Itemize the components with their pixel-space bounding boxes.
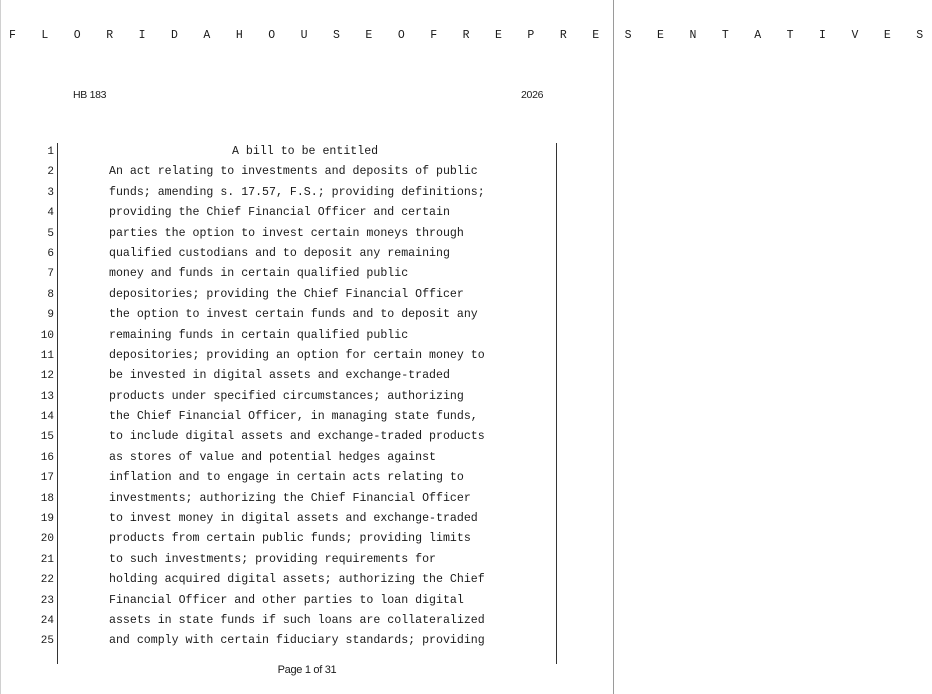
line-text: remaining funds in certain qualified public — [109, 328, 409, 342]
line-number: 12 — [40, 370, 54, 383]
bill-line — [0, 326, 614, 346]
bill-line — [0, 387, 614, 407]
line-text: as stores of value and potential hedges against — [109, 450, 436, 464]
line-text: depositories; providing the Chief Financial Officer — [109, 287, 464, 301]
line-number: 21 — [40, 553, 54, 566]
line-text: and comply with certain fiduciary standards; providing — [109, 634, 485, 648]
line-number: 1 — [47, 146, 54, 158]
bill-line — [0, 611, 614, 631]
bill-line — [0, 448, 614, 468]
line-number: 7 — [47, 268, 54, 281]
line-number: 25 — [40, 635, 54, 648]
bill-line — [0, 591, 614, 611]
line-number: 9 — [47, 309, 54, 322]
bill-line — [0, 203, 614, 223]
bill-line — [0, 489, 614, 509]
line-text: An act relating to investments and deposits of public — [109, 165, 478, 179]
line-number: 2 — [47, 166, 54, 179]
line-number: 22 — [40, 574, 54, 587]
line-number: 5 — [47, 227, 54, 240]
bill-line — [0, 162, 614, 182]
bill-line — [0, 305, 614, 325]
bill-line — [0, 285, 614, 305]
line-text: providing the Chief Financial Officer and certain — [109, 206, 450, 220]
line-number: 4 — [47, 207, 54, 220]
line-text: products under specified circumstances; authorizing — [109, 389, 464, 403]
line-number: 20 — [40, 533, 54, 546]
line-text: the Chief Financial Officer, in managing state funds, — [109, 410, 478, 424]
line-text: to invest money in digital assets and exchange-traded — [109, 512, 478, 526]
line-text: holding acquired digital assets; authorizing the Chief — [109, 573, 485, 587]
bill-line — [0, 570, 614, 590]
line-text: A bill to be entitled — [232, 145, 379, 158]
line-number: 19 — [40, 513, 54, 526]
line-text: money and funds in certain qualified public — [109, 267, 409, 281]
line-number: 10 — [40, 329, 54, 342]
line-number: 18 — [40, 492, 54, 505]
line-number: 24 — [40, 614, 54, 627]
line-number: 16 — [40, 451, 54, 464]
chamber-header: F L O R I D A H O U S E O F R E P R E S E N T A T I V E S — [9, 29, 932, 42]
line-number: 23 — [40, 594, 54, 607]
line-text: investments; authorizing the Chief Financial Officer — [109, 491, 471, 505]
line-number: 3 — [47, 186, 54, 199]
line-number: 11 — [40, 349, 54, 362]
line-text: products from certain public funds; providing limits — [109, 532, 471, 546]
line-number: 13 — [40, 390, 54, 403]
line-text: be invested in digital assets and exchange-traded — [109, 369, 450, 383]
bill-line — [0, 509, 614, 529]
line-text: assets in state funds if such loans are collateralized — [109, 613, 485, 627]
page-counter: Page 1 of 31 — [277, 664, 337, 676]
line-text: parties the option to invest certain moneys through — [109, 226, 464, 240]
bill-line — [0, 427, 614, 447]
bill-line — [0, 468, 614, 488]
line-text: Financial Officer and other parties to loan digital — [109, 593, 464, 607]
line-text: to such investments; providing requirements for — [109, 552, 436, 566]
bill-line — [0, 224, 614, 244]
bill-line — [0, 550, 614, 570]
line-text: inflation and to engage in certain acts relating to — [109, 471, 464, 485]
line-number: 17 — [40, 472, 54, 485]
bill-line — [0, 631, 614, 651]
line-number: 6 — [47, 247, 54, 260]
bill-line — [0, 529, 614, 549]
line-number: 14 — [40, 411, 54, 424]
bill-line — [0, 407, 614, 427]
bill-line — [0, 264, 614, 284]
bill-line — [0, 142, 614, 162]
bill-number: HB 183 — [73, 89, 107, 101]
line-text: depositories; providing an option for certain money to — [109, 348, 485, 362]
line-text: to include digital assets and exchange-traded products — [109, 430, 485, 444]
bill-line — [0, 346, 614, 366]
bill-line — [0, 366, 614, 386]
line-number: 15 — [40, 431, 54, 444]
bill-text — [0, 142, 614, 652]
line-text: funds; amending s. 17.57, F.S.; providing definitions; — [109, 185, 485, 199]
session-year: 2026 — [521, 89, 544, 101]
line-text: qualified custodians and to deposit any remaining — [109, 246, 450, 260]
bill-line — [0, 183, 614, 203]
line-text: the option to invest certain funds and to deposit any — [109, 308, 478, 322]
bill-line — [0, 244, 614, 264]
line-number: 8 — [47, 288, 54, 301]
